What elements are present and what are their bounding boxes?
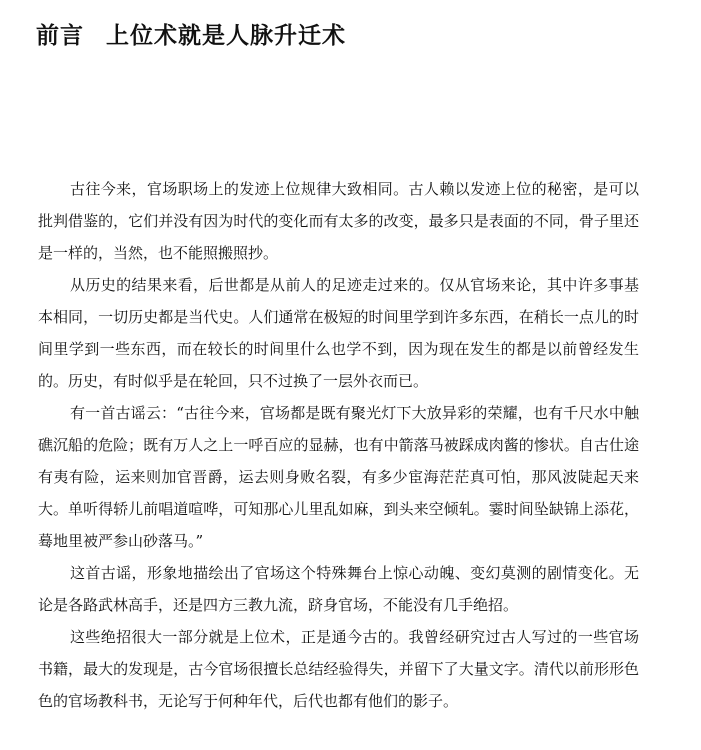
chapter-title bbox=[36, 18, 346, 54]
paragraph: 这首古谣，形象地描绘出了官场这个特殊舞台上惊心动魄、变幻莫测的剧情变化。无论是各路武林高手，还是四方三教九流，跻身官场，不能没有几手绝招。 bbox=[38, 564, 639, 614]
paragraph: 有一首古谣云：“古往今来，官场都是既有聚光灯下大放异彩的荣耀，也有千尺水中触礁沉船的危险；既有万人之上一呼百应的显赫，也有中箭落马被踩成肉酱的惨状。自古仕途有夷有险，运来则加官晋爵，运去则身败名裂，有多少宦海茫茫真可怕，那风波陡起天来大。单听得轿儿前唱道喧哗，可知那心儿里乱如麻，到头来空倾轧。霎时间坠缺锦上添花，蓦地里被严参山砂落马。” bbox=[38, 404, 639, 550]
paragraph: 从历史的结果来看，后世都是从前人的足迹走过来的。仅从官场来论，其中许多事基本相同，一切历史都是当代史。人们通常在极短的时间里学到许多东西，在稍长一点儿的时间里学到一些东西，而在较长的时间里什么也学不到，因为现在发生的都是以前曾经发生的。历史，有时似乎是在轮回，只不过换了一层外衣而已。 bbox=[38, 276, 639, 390]
chapter-title-text: 上位术就是人脉升迁术 bbox=[106, 22, 346, 49]
paragraph: 古往今来，官场职场上的发迹上位规律大致相同。古人赖以发迹上位的秘密，是可以批判借鉴的，它们并没有因为时代的变化而有太多的改变，最多只是表面的不同，骨子里还是一样的，当然，也不能照搬照抄。 bbox=[38, 180, 639, 262]
chapter-label: 前言 bbox=[36, 22, 84, 49]
paragraph: 这些绝招很大一部分就是上位术，正是通今古的。我曾经研究过古人写过的一些官场书籍，最大的发现是，古今官场很擅长总结经验得失，并留下了大量文字。清代以前形形色色的官场教科书，无论写于何种年代，后代也都有他们的影子。 bbox=[38, 628, 639, 710]
body-text bbox=[38, 173, 639, 717]
